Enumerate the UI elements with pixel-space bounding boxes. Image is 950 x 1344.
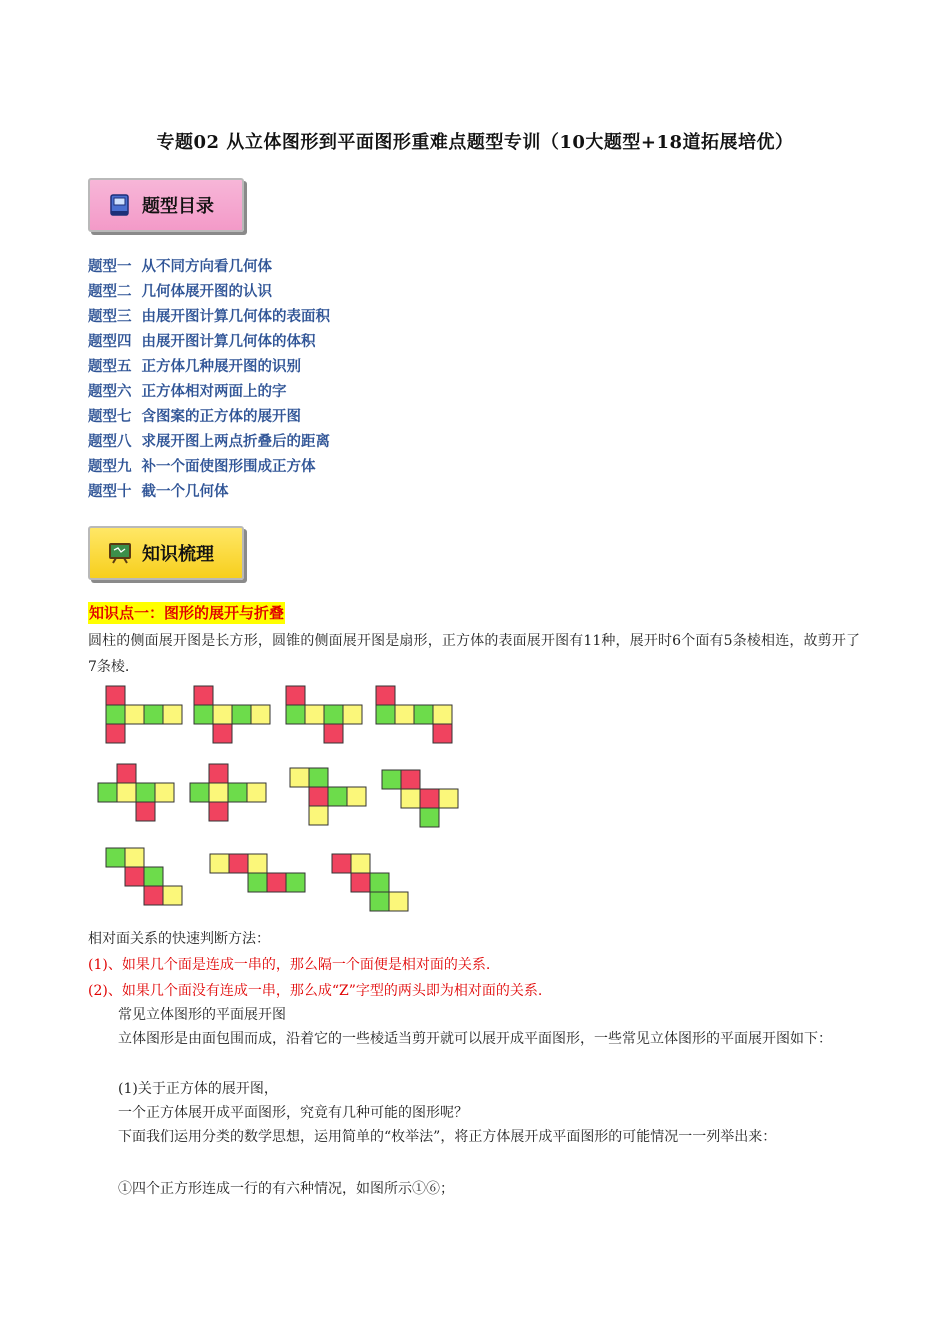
- net-face: [163, 886, 182, 905]
- cube-net-5: [98, 764, 174, 821]
- judge-title: 相对面关系的快速判断方法：: [88, 931, 270, 947]
- net-face: [328, 787, 347, 806]
- net-face: [382, 770, 401, 789]
- net-face: [136, 783, 155, 802]
- net-face: [309, 768, 328, 787]
- toc-item[interactable]: 题型二 几何体展开图的认识: [88, 283, 272, 300]
- toc-item[interactable]: 题型七 含图案的正方体的展开图: [88, 408, 301, 425]
- toc-item[interactable]: 题型三 由展开图计算几何体的表面积: [88, 308, 330, 325]
- toc-item[interactable]: 题型六 正方体相对两面上的字: [88, 383, 287, 400]
- common-nets-heading: 常见立体图形的平面展开图: [118, 1007, 286, 1023]
- book-icon: [108, 193, 132, 217]
- net-face: [309, 787, 328, 806]
- net-face: [213, 705, 232, 724]
- cube-net-11: [332, 854, 408, 911]
- toc-item[interactable]: 题型五 正方体几种展开图的识别: [88, 358, 301, 375]
- cube-nets-figure: [94, 680, 474, 916]
- net-face: [395, 705, 414, 724]
- net-face: [376, 705, 395, 724]
- net-face: [247, 783, 266, 802]
- net-face: [389, 892, 408, 911]
- knowledge-banner: [88, 526, 244, 580]
- toc-list: [88, 254, 330, 504]
- net-face: [401, 789, 420, 808]
- net-face: [210, 854, 229, 873]
- net-face: [229, 854, 248, 873]
- cube-net-8: [382, 770, 458, 827]
- net-face: [286, 873, 305, 892]
- net-face: [439, 789, 458, 808]
- toc-item[interactable]: 题型十 截一个几何体: [88, 483, 229, 500]
- knowledge-banner-label: 知识梳理: [142, 544, 214, 565]
- cube-net-1: [106, 686, 182, 743]
- net-face: [376, 686, 395, 705]
- net-face: [420, 789, 439, 808]
- net-face: [351, 873, 370, 892]
- net-face: [351, 854, 370, 873]
- toc-item[interactable]: 题型一 从不同方向看几何体: [88, 258, 272, 275]
- net-face: [401, 770, 420, 789]
- net-face: [290, 768, 309, 787]
- cube-net-9: [106, 848, 182, 905]
- net-face: [194, 686, 213, 705]
- toc-banner-label: 题型目录: [142, 196, 214, 217]
- net-face: [106, 724, 125, 743]
- description-paragraph: 立体图形是由面包围而成，沿着它的一些棱适当剪开就可以展开成平面图形，一些常见立体图形的平面展开图如下：: [118, 1031, 832, 1047]
- net-face: [228, 783, 247, 802]
- net-face: [144, 705, 163, 724]
- net-face: [117, 783, 136, 802]
- case-1-paragraph: ①四个正方形连成一行的有六种情况，如图所示①⑥；: [118, 1181, 454, 1197]
- net-face: [370, 892, 389, 911]
- net-face: [332, 854, 351, 873]
- net-face: [324, 724, 343, 743]
- net-face: [213, 724, 232, 743]
- rule-1: (1)、如果几个面是连成一串的，那么隔一个面便是相对面的关系.: [88, 957, 491, 973]
- net-face: [190, 783, 209, 802]
- method-paragraph: 下面我们运用分类的数学思想，运用简单的“枚举法”，将正方体展开成平面图形的可能情况一一列举出来：: [118, 1129, 777, 1145]
- net-face: [194, 705, 213, 724]
- net-face: [309, 806, 328, 825]
- toc-item[interactable]: 题型八 求展开图上两点折叠后的距离: [88, 433, 330, 450]
- knowledge-point-heading: 知识点一：图形的展开与折叠: [89, 604, 285, 622]
- net-face: [370, 873, 389, 892]
- net-face: [125, 705, 144, 724]
- net-face: [155, 783, 174, 802]
- net-face: [267, 873, 286, 892]
- rule-2: (2)、如果几个面没有连成一串，那么成“Z”字型的两头即为相对面的关系.: [88, 983, 543, 999]
- blackboard-icon: [108, 541, 132, 565]
- net-face: [324, 705, 343, 724]
- net-face: [433, 705, 452, 724]
- cube-net-4: [376, 686, 452, 743]
- question-paragraph: 一个正方体展开成平面图形，究竟有几种可能的图形呢？: [118, 1105, 468, 1121]
- net-face: [248, 873, 267, 892]
- toc-item[interactable]: 题型四 由展开图计算几何体的体积: [88, 333, 316, 350]
- page-title: 专题02 从立体图形到平面图形重难点题型专训（10大题型+18道拓展培优）: [156, 132, 794, 153]
- net-face: [117, 764, 136, 783]
- net-face: [305, 705, 324, 724]
- net-face: [163, 705, 182, 724]
- cube-net-6: [190, 764, 266, 821]
- net-face: [106, 848, 125, 867]
- net-face: [232, 705, 251, 724]
- net-face: [98, 783, 117, 802]
- net-face: [209, 802, 228, 821]
- net-face: [209, 783, 228, 802]
- net-face: [414, 705, 433, 724]
- net-face: [248, 854, 267, 873]
- net-face: [286, 705, 305, 724]
- cube-nets-heading: (1)关于正方体的展开图，: [118, 1081, 278, 1097]
- net-face: [251, 705, 270, 724]
- intro-paragraph: 圆柱的侧面展开图是长方形，圆锥的侧面展开图是扇形，正方体的表面展开图有11种，展开时6个面有5条棱相连，故剪开了7条棱.: [88, 633, 860, 675]
- net-face: [136, 802, 155, 821]
- cube-net-3: [286, 686, 362, 743]
- cube-net-10: [210, 854, 305, 892]
- cube-net-7: [290, 768, 366, 825]
- net-face: [144, 886, 163, 905]
- net-face: [106, 686, 125, 705]
- net-face: [343, 705, 362, 724]
- net-face: [125, 867, 144, 886]
- net-face: [347, 787, 366, 806]
- cube-net-2: [194, 686, 270, 743]
- net-face: [106, 705, 125, 724]
- net-face: [420, 808, 439, 827]
- net-face: [433, 724, 452, 743]
- net-face: [144, 867, 163, 886]
- net-face: [286, 686, 305, 705]
- net-face: [125, 848, 144, 867]
- net-face: [209, 764, 228, 783]
- toc-banner: [88, 178, 244, 232]
- toc-item[interactable]: 题型九 补一个面使图形围成正方体: [88, 458, 316, 475]
